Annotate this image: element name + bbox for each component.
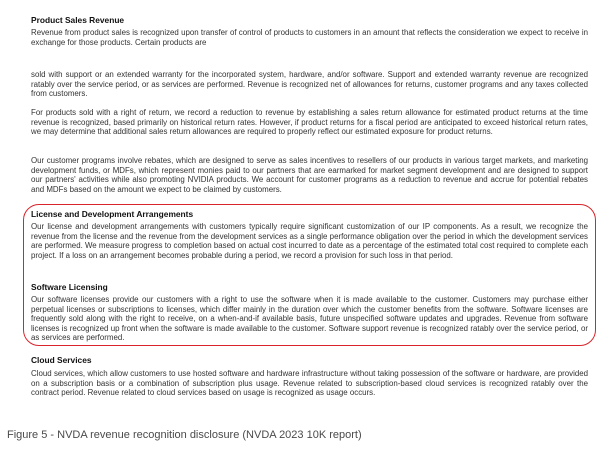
license-dev-paragraph: Our license and development arrangements with customers typically require significant customization of our IP components. As a result, we recognize the revenue from the license and the revenue from the development services as a single performance obligation over the period in which the development services are performed. We measure progress to completion based on actual cost incurred to date as a percentage of the estimated total cost required to complete each project. If a loss on an arrangement becomes probable during a period, we record a provision for such loss in that period. [31, 222, 588, 260]
license-dev-heading: License and Development Arrangements [31, 209, 194, 219]
cloud-services-heading: Cloud Services [31, 355, 92, 365]
cloud-services-paragraph: Cloud services, which allow customers to use hosted software and hardware infrastructure without taking possession of the software or hardware, are provided on a subscription basis or a combination of subscription plus usage. Revenue related to subscription-based cloud services is recognized ratably over the contract period. Revenue related to cloud services based on usage is recognized as usage occurs. [31, 369, 588, 397]
software-licensing-paragraph: Our software licenses provide our customers with a right to use the software when it is made available to the customer. Customers may purchase either perpetual licenses or subscriptions to licenses, which differ mainly in the duration over which the customer benefits from the software. Software licenses are frequently sold along with the right to receive, on a when-and-if available basis, future unspecified software updates and upgrades. Revenue from software licenses is recognized up front when the software is made available to the customer. Software support revenue is recognized ratably over the service period, or as services are performed. [31, 295, 588, 342]
product-sales-paragraph-3: For products sold with a right of return, we record a reduction to revenue by establishing a sales return allowance for estimated product returns at the time revenue is recognized, based primarily on historical return rates. However, if product returns for a fiscal period are anticipated to exceed historical return rates, we may determine that additional sales return allowances are required to properly reflect our estimated exposure for product returns. [31, 108, 588, 136]
product-sales-heading: Product Sales Revenue [31, 15, 125, 25]
product-sales-paragraph-4: Our customer programs involve rebates, which are designed to serve as sales incentives to resellers of our products in various target markets, and marketing development funds, or MDFs, which represent monies paid to our partners that are earmarked for market segment development and are designed to support our partners' activities while also promoting NVIDIA products. We account for customer programs as a reduction to revenue and accrue for potential rebates and MDFs based on the amount we expect to be claimed by customers. [31, 156, 588, 194]
product-sales-paragraph-2: sold with support or an extended warranty for the incorporated system, hardware, and/or software. Support and extended warranty revenue are recognized ratably over the service period, or as services are performed. Revenue is recognized net of allowances for returns, customer programs and any taxes collected from customers. [31, 70, 588, 98]
product-sales-paragraph-1: Revenue from product sales is recognized upon transfer of control of products to customers in an amount that reflects the consideration we expect to receive in exchange for those products. Certain products are [31, 28, 588, 47]
software-licensing-heading: Software Licensing [31, 282, 108, 292]
figure-caption: Figure 5 - NVDA revenue recognition disclosure (NVDA 2023 10K report) [7, 429, 362, 441]
